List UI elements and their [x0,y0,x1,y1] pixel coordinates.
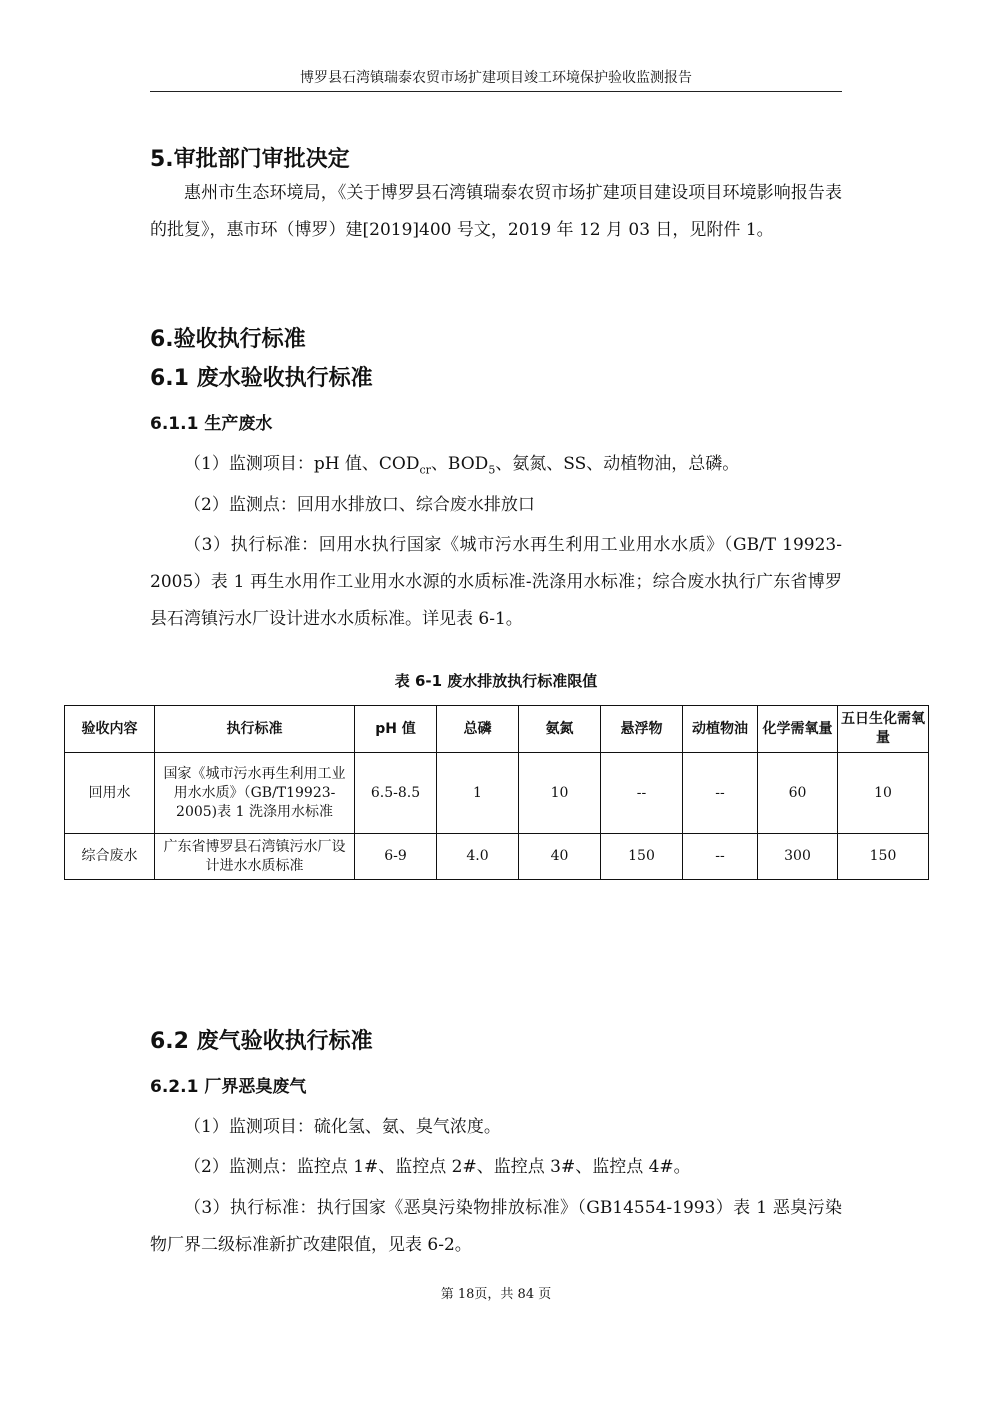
table-cell: -- [683,834,758,880]
table-header-cell: 氨氮 [519,706,601,753]
table-header-cell: 验收内容 [65,706,155,753]
page-number: 第 18页，共 84 页 [440,1287,552,1302]
header-divider [150,91,842,92]
paragraph-gas-points: （2）监测点：监控点 1#、监控点 2#、监控点 3#、监控点 4#。 [184,1157,691,1177]
table-cell: 广东省博罗县石湾镇污水厂设计进水水质标准 [155,834,355,880]
section-6-2-1-heading: 6.2.1 厂界恶臭废气 [150,1077,307,1097]
section-6-1-heading: 6.1 废水验收执行标准 [150,366,373,391]
table-cell: 10 [838,753,929,834]
wastewater-standard-table [64,705,929,880]
table-cell: 综合废水 [65,834,155,880]
table-header-cell: pH 值 [355,706,437,753]
section-5-body: 惠州市生态环境局，《关于博罗县石湾镇瑞泰农贸市场扩建项目建设项目环境影响报告表的批复》，惠市环（博罗）建[2019]400 号文，2019 年 12 月 03 日，见附件 1。 [150,183,842,240]
table-cell: -- [683,753,758,834]
table-cell: 300 [758,834,838,880]
table-cell: 6-9 [355,834,437,880]
section-6-1-1-heading: 6.1.1 生产废水 [150,414,273,434]
table-cell: 150 [601,834,683,880]
paragraph-monitor-items: （1）监测项目：pH 值、$COD_{cr}$、$BOD_5$、氨氮、SS、动植物油，总磷。 [184,454,740,477]
table-cell: 1 [437,753,519,834]
table-cell: 国家《城市污水再生利用工业用水水质》（GB/T19923-2005)表 1 洗涤用水标准 [155,753,355,834]
paragraph-gas-items: （1）监测项目：硫化氢、氨、臭气浓度。 [184,1117,501,1137]
running-header: 博罗县石湾镇瑞泰农贸市场扩建项目竣工环境保护验收监测报告 [300,70,692,86]
table-header-cell: 动植物油 [683,706,758,753]
table-cell: 60 [758,753,838,834]
table-caption: 表 6-1 废水排放执行标准限值 [394,672,598,690]
section-6-heading: 6.验收执行标准 [150,327,306,352]
table-header-cell: 总磷 [437,706,519,753]
table-header-cell: 化学需氧量 [758,706,838,753]
paragraph-standard: （3）执行标准：回用水执行国家《城市污水再生利用工业用水水质》（GB/T 19923-2005）表 1 再生水用作工业用水水源的水质标准-洗涤用水标准；综合废水执行广东省博罗县石湾镇污水厂设计进水水质标准。详见表 6-1。 [150,535,842,629]
table-row [65,753,929,834]
table-row [65,834,929,880]
table-header-cell: 悬浮物 [601,706,683,753]
table-cell: 回用水 [65,753,155,834]
paragraph-gas-standard: （3）执行标准：执行国家《恶臭污染物排放标准》（GB14554-1993）表 1 恶臭污染物厂界二级标准新扩改建限值，见表 6-2。 [150,1198,842,1255]
section-5-heading: 5.审批部门审批决定 [150,147,350,172]
table-cell: 150 [838,834,929,880]
table-cell: 6.5-8.5 [355,753,437,834]
table-cell: 4.0 [437,834,519,880]
table-cell: 10 [519,753,601,834]
table-header-row [65,706,929,753]
paragraph-monitor-points: （2）监测点：回用水排放口、综合废水排放口 [184,495,535,515]
section-6-2-heading: 6.2 废气验收执行标准 [150,1029,373,1054]
table-header-cell: 五日生化需氧量 [838,706,929,753]
table-header-cell: 执行标准 [155,706,355,753]
table-cell: -- [601,753,683,834]
table-cell: 40 [519,834,601,880]
